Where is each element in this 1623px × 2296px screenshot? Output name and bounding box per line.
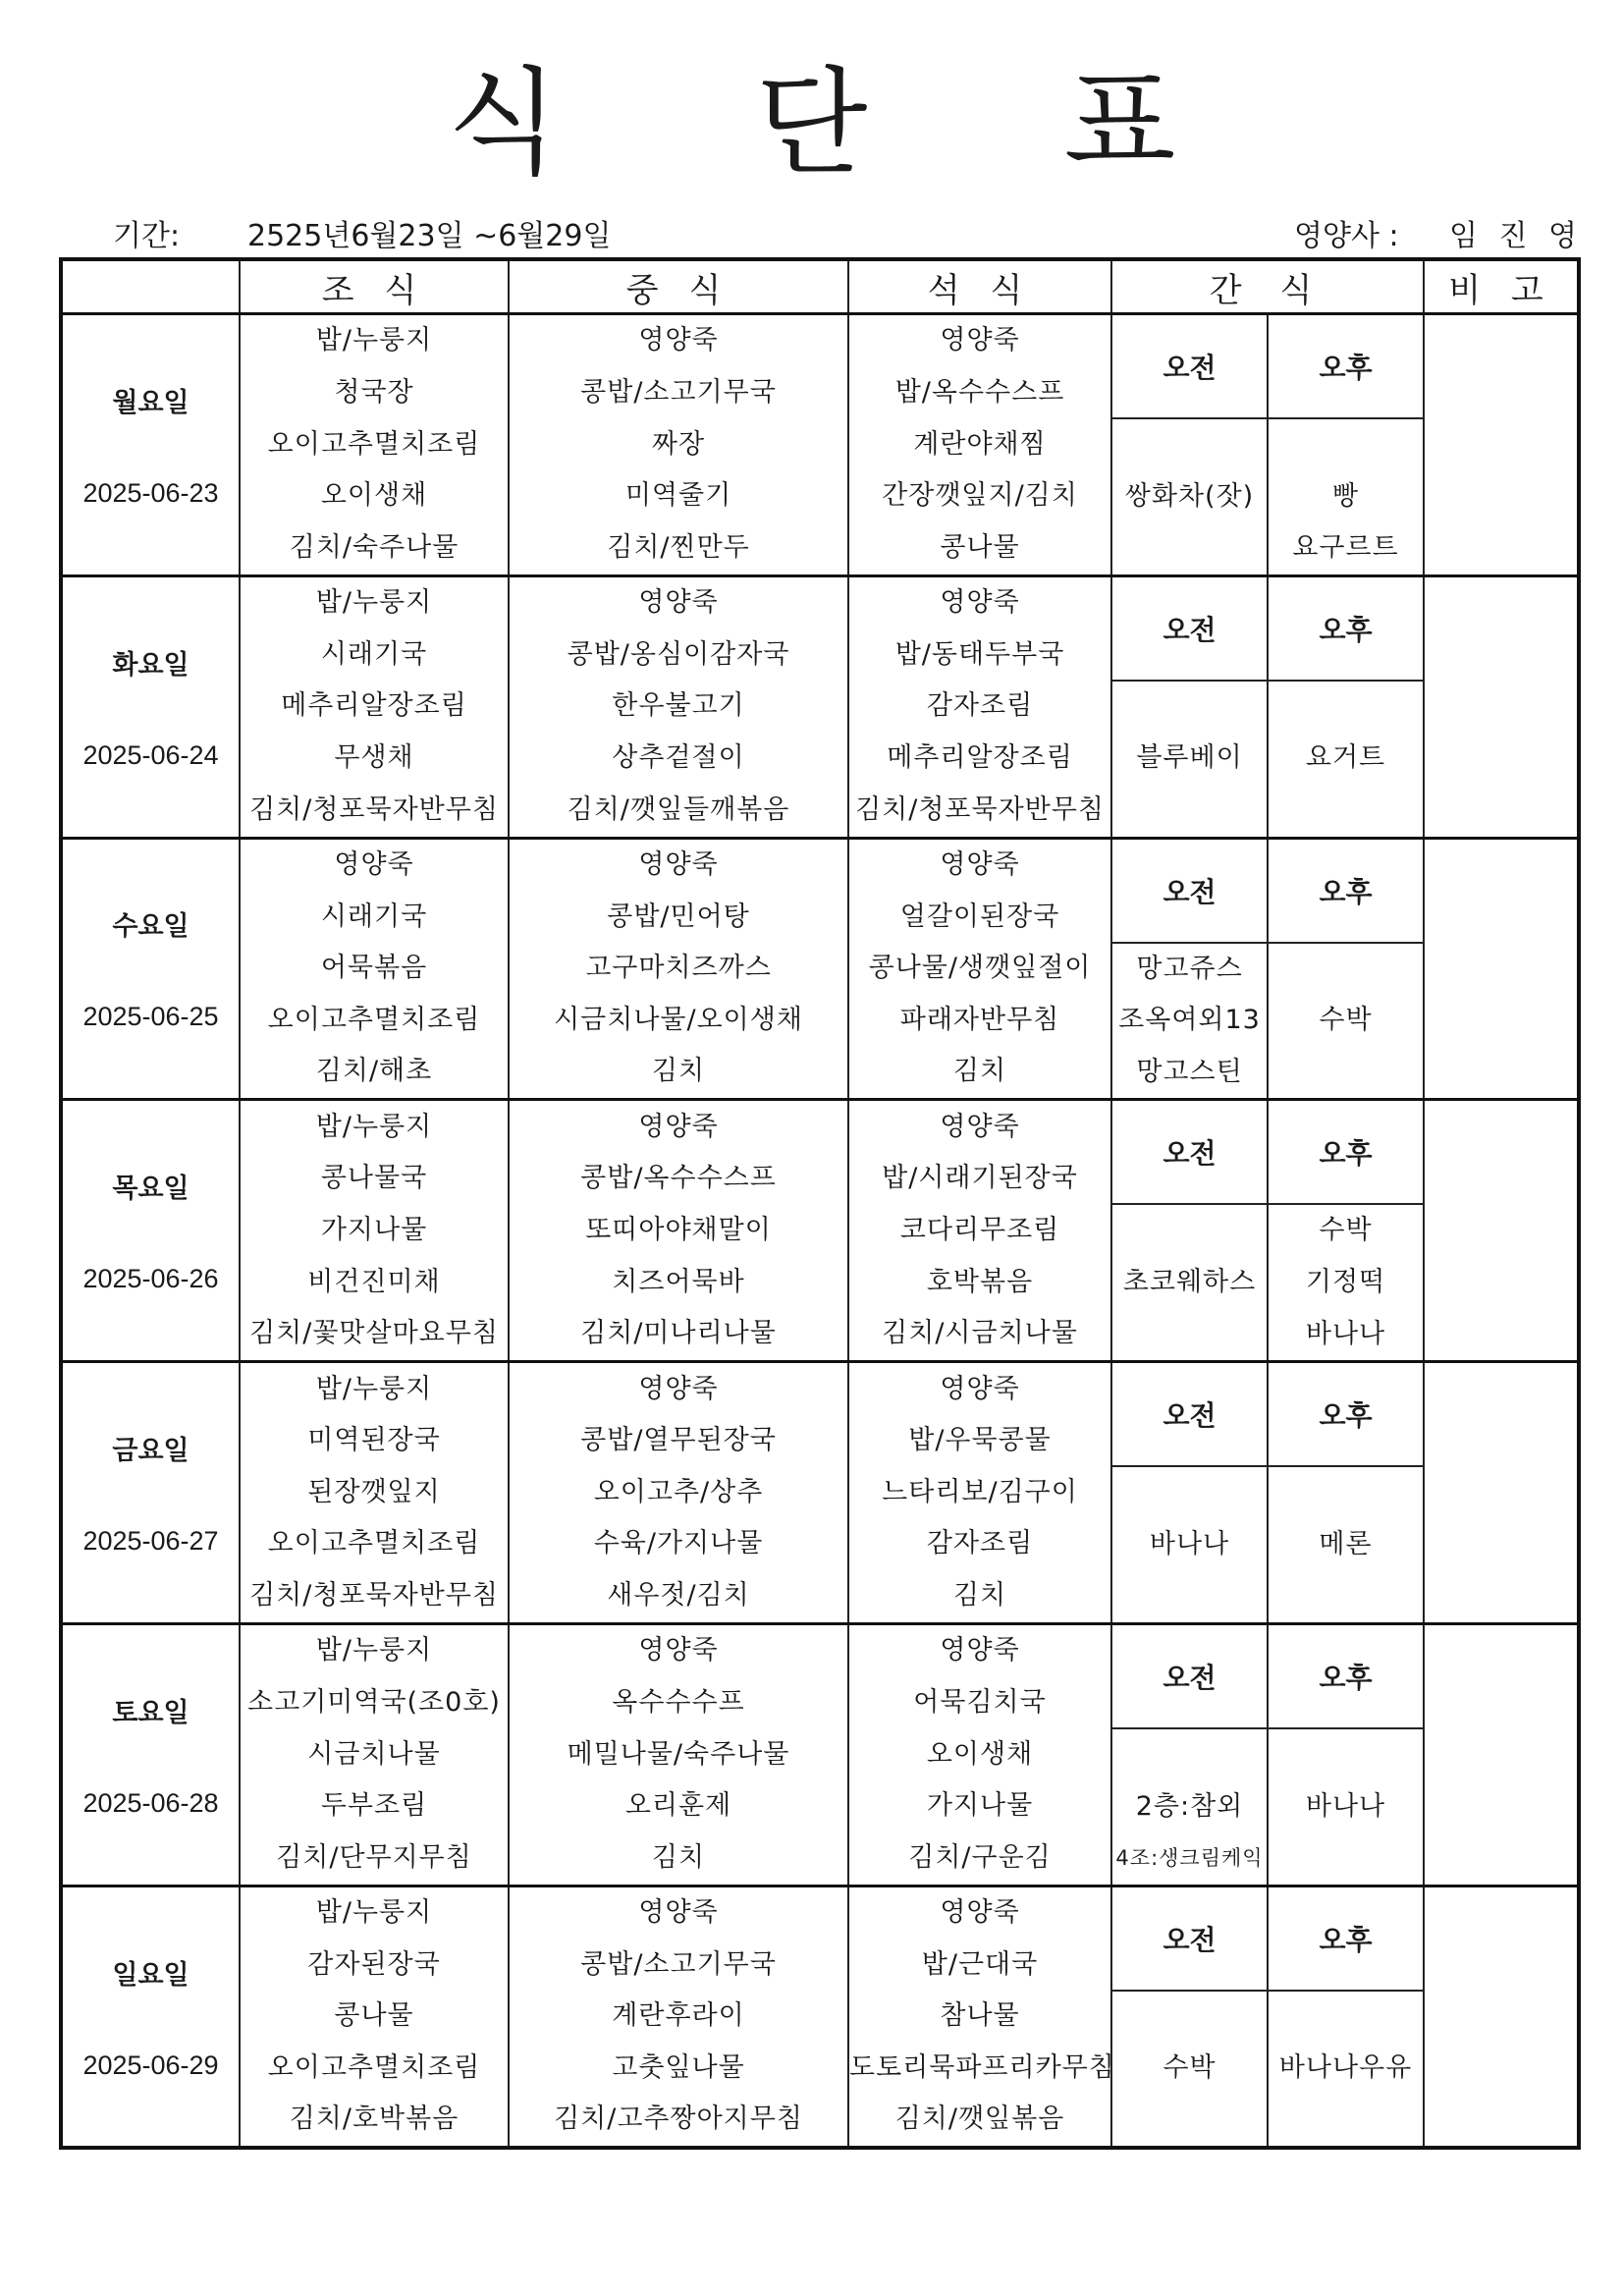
breakfast-item: 시래기국 (320, 901, 428, 932)
lunch-cell (509, 1623, 848, 1886)
snack-am-item (1112, 2095, 1267, 2147)
day-date: 2025-06-23 (82, 477, 219, 508)
dinner-item: 김치/깻잎볶음 (894, 2104, 1065, 2135)
snack-pm-item (1269, 944, 1423, 996)
breakfast-item: 오이생채 (320, 480, 428, 512)
snack-am-cell (1111, 681, 1268, 838)
snack-pm-item: 요거트 (1305, 742, 1386, 774)
dinner-item: 영양죽 (940, 1635, 1020, 1667)
lunch-item: 영양죽 (638, 848, 719, 880)
lunch-item: 계란후라이 (612, 2000, 745, 2032)
dinner-item: 밥/옥수수스프 (894, 377, 1065, 408)
snack-pm-label: 오후 (1268, 1886, 1424, 1991)
lunch-item: 김치 (651, 1841, 706, 1873)
note-cell (1424, 1362, 1579, 1624)
snack-pm-label: 오후 (1268, 1100, 1424, 1205)
breakfast-item: 어묵볶음 (320, 953, 428, 984)
dinner-item: 감자조림 (926, 690, 1034, 722)
lunch-item: 김치/고추짱아지무침 (554, 2104, 803, 2135)
dinner-item: 밥/시래기된장국 (882, 1163, 1078, 1194)
day-name: 화요일 (112, 649, 189, 680)
breakfast-item: 시래기국 (320, 638, 428, 670)
header-day (61, 259, 240, 314)
snack-am-item: 망고스틴 (1136, 1056, 1243, 1087)
lunch-item: 콩밥/민어탕 (607, 901, 750, 932)
breakfast-item: 밥/누룽지 (315, 1111, 433, 1142)
note-cell (1424, 1623, 1579, 1886)
snack-am-item (1112, 1570, 1267, 1622)
day-row (61, 1362, 1579, 1467)
dinner-item: 간장깻잎지/김치 (882, 480, 1078, 512)
dinner-item: 메추리알장조림 (887, 741, 1073, 773)
day-row (61, 314, 1579, 419)
lunch-item: 콩밥/열무된장국 (580, 1425, 777, 1456)
lunch-item: 영양죽 (638, 1897, 719, 1929)
breakfast-item: 소고기미역국(조0호) (247, 1686, 501, 1718)
dinner-item: 가지나물 (926, 1790, 1034, 1822)
snack-pm-cell (1268, 418, 1424, 575)
snack-am-item (1112, 1205, 1267, 1257)
snack-am-cell (1111, 943, 1268, 1100)
lunch-item: 영양죽 (638, 587, 719, 619)
title-char: 단 (755, 55, 868, 191)
snack-am-cell (1111, 1991, 1268, 2149)
dinner-item: 영양죽 (940, 1111, 1020, 1142)
day-date: 2025-06-26 (82, 1264, 219, 1294)
lunch-item: 고구마치즈까스 (585, 953, 772, 984)
lunch-item: 콩밥/옹심이감자국 (567, 638, 790, 670)
day-date: 2025-06-29 (82, 2050, 219, 2080)
day-row (61, 1623, 1579, 1728)
snack-am-item (1112, 419, 1267, 471)
snack-am-label: 오전 (1111, 1623, 1268, 1728)
snack-am-item: 2층:참외 (1135, 1790, 1244, 1822)
snack-pm-item (1269, 1832, 1423, 1885)
snack-pm-cell (1268, 1204, 1424, 1361)
snack-pm-cell (1268, 943, 1424, 1100)
day-row (61, 1100, 1579, 1205)
lunch-item: 고춧잎나물 (612, 2051, 745, 2083)
dinner-item: 얼갈이된장국 (899, 901, 1060, 932)
breakfast-cell (240, 314, 509, 576)
lunch-item: 김치/미나리나물 (580, 1318, 777, 1349)
dinner-cell (848, 1362, 1111, 1624)
dinner-item: 영양죽 (940, 325, 1020, 356)
day-row (61, 838, 1579, 943)
breakfast-cell (240, 575, 509, 838)
snack-am-item: 조옥여외13 (1118, 1005, 1261, 1036)
dinner-item: 영양죽 (940, 587, 1020, 619)
snack-am-label: 오전 (1111, 314, 1268, 419)
lunch-item: 짜장 (651, 428, 706, 460)
lunch-item: 오리훈제 (624, 1790, 732, 1822)
breakfast-item: 콩나물 (334, 2000, 414, 2032)
breakfast-item: 시금치나물 (307, 1738, 441, 1770)
day-cell (61, 314, 240, 576)
note-cell (1424, 838, 1579, 1100)
breakfast-item: 메추리알장조림 (281, 690, 467, 722)
lunch-cell (509, 838, 848, 1100)
day-cell (61, 1362, 240, 1624)
breakfast-item: 미역된장국 (307, 1425, 441, 1456)
breakfast-item: 김치/숙주나물 (289, 531, 460, 563)
dinner-cell (848, 314, 1111, 576)
snack-pm-item (1269, 682, 1423, 734)
dinner-cell (848, 575, 1111, 838)
lunch-item: 콩밥/옥수수스프 (580, 1163, 777, 1194)
dinner-item: 느타리보/김구이 (882, 1476, 1078, 1507)
snack-am-item (1112, 785, 1267, 837)
breakfast-item: 밥/누룽지 (315, 325, 433, 356)
snack-pm-item: 기정떡 (1305, 1266, 1386, 1297)
dinner-item: 김치/시금치나물 (882, 1318, 1078, 1349)
lunch-item: 미역줄기 (624, 480, 732, 512)
snack-am-label: 오전 (1111, 575, 1268, 681)
dinner-cell (848, 1623, 1111, 1886)
page-title (0, 55, 1623, 191)
snack-pm-item: 메론 (1319, 1528, 1373, 1559)
dinner-item: 김치 (952, 1056, 1007, 1087)
header-note: 비 고 (1424, 259, 1579, 314)
lunch-item: 김치/깻잎들깨볶음 (567, 793, 790, 825)
snack-pm-item: 요구르트 (1292, 532, 1399, 564)
snack-pm-label: 오후 (1268, 838, 1424, 943)
header-breakfast: 조 식 (240, 259, 509, 314)
title-char: 식 (447, 55, 560, 191)
snack-pm-label: 오후 (1268, 1623, 1424, 1728)
day-date: 2025-06-24 (82, 739, 219, 770)
lunch-item: 치즈어묵바 (612, 1266, 745, 1297)
lunch-item: 또띠아야채말이 (585, 1214, 772, 1245)
dinner-item: 어묵김치국 (913, 1686, 1047, 1718)
header-lunch: 중 식 (509, 259, 848, 314)
snack-am-item (1112, 1467, 1267, 1519)
snack-pm-label: 오후 (1268, 575, 1424, 681)
note-cell (1424, 575, 1579, 838)
dinner-cell (848, 838, 1111, 1100)
breakfast-cell (240, 1100, 509, 1362)
lunch-cell (509, 575, 848, 838)
breakfast-item: 감자된장국 (307, 1948, 441, 1980)
breakfast-item: 가지나물 (320, 1214, 428, 1245)
dinner-item: 참나물 (940, 2000, 1020, 2032)
dinner-item: 오이생채 (926, 1738, 1034, 1770)
snack-pm-item: 수박 (1319, 1005, 1373, 1036)
breakfast-item: 밥/누룽지 (315, 1373, 433, 1404)
dinner-item: 김치/구운김 (908, 1841, 1052, 1873)
dinner-cell (848, 1886, 1115, 2148)
breakfast-item: 김치/꽃맛살마요무침 (249, 1318, 499, 1349)
snack-am-label: 오전 (1111, 1100, 1268, 1205)
day-cell (61, 838, 240, 1100)
day-date: 2025-06-27 (82, 1526, 219, 1557)
lunch-item: 영양죽 (638, 325, 719, 356)
dinner-item: 호박볶음 (926, 1266, 1034, 1297)
snack-pm-item: 바나나 (1305, 1318, 1386, 1349)
dinner-item: 영양죽 (940, 848, 1020, 880)
lunch-item: 메밀나물/숙주나물 (567, 1738, 790, 1770)
lunch-item: 수육/가지나물 (593, 1528, 764, 1559)
day-name: 수요일 (112, 911, 189, 942)
snack-am-cell (1111, 418, 1268, 575)
breakfast-item: 영양죽 (334, 848, 414, 880)
breakfast-item: 비건진미채 (307, 1266, 441, 1297)
breakfast-item: 김치/해초 (315, 1056, 433, 1087)
breakfast-item: 오이고추멸치조림 (267, 1004, 481, 1035)
dinner-item: 계란야채찜 (913, 428, 1047, 460)
day-date: 2025-06-28 (82, 1787, 219, 1818)
day-name: 금요일 (112, 1436, 189, 1466)
lunch-item: 한우불고기 (612, 690, 745, 722)
day-row (61, 1886, 1579, 1991)
day-name: 월요일 (112, 387, 189, 417)
breakfast-cell (240, 1886, 509, 2148)
breakfast-item: 밥/누룽지 (315, 587, 433, 619)
breakfast-cell (240, 838, 509, 1100)
dinner-item: 코다리무조림 (899, 1214, 1060, 1245)
breakfast-item: 밥/누룽지 (315, 1635, 433, 1667)
nutritionist-name: 임 진 영 (1449, 219, 1584, 253)
lunch-item: 콩밥/소고기무국 (580, 377, 777, 408)
breakfast-item: 밥/누룽지 (315, 1897, 433, 1929)
period-value: 2525년6월23일 ~6월29일 (247, 219, 612, 253)
lunch-item: 콩밥/소고기무국 (580, 1948, 777, 1980)
snack-am-label: 오전 (1111, 838, 1268, 943)
dinner-item: 김치 (952, 1579, 1007, 1611)
header-row (61, 259, 1579, 314)
snack-pm-item (1269, 785, 1423, 837)
nutritionist-label: 영양사 : (1294, 219, 1399, 253)
snack-am-item: 망고쥬스 (1136, 953, 1243, 984)
snack-pm-item: 빵 (1331, 480, 1360, 512)
breakfast-item: 김치/호박볶음 (289, 2104, 460, 2135)
day-row (61, 575, 1579, 681)
snack-pm-item: 수박 (1319, 1215, 1373, 1246)
snack-am-item (1112, 522, 1267, 574)
snack-pm-item (1269, 1992, 1423, 2044)
breakfast-item: 김치/단무지무침 (276, 1841, 472, 1873)
snack-pm-item: 바나나우유 (1278, 2052, 1413, 2084)
dinner-item: 도토리묵파프리카무침 (849, 2051, 1115, 2083)
dinner-item: 김치/청포묵자반무침 (855, 793, 1105, 825)
lunch-item: 영양죽 (638, 1635, 719, 1667)
note-cell (1424, 1100, 1579, 1362)
day-name: 목요일 (112, 1174, 189, 1204)
dinner-item: 밥/근대국 (921, 1948, 1039, 1980)
dinner-item: 콩나물 (940, 531, 1020, 563)
breakfast-item: 청국장 (334, 377, 414, 408)
snack-pm-item (1269, 1570, 1423, 1622)
dinner-item: 감자조림 (926, 1528, 1034, 1559)
snack-pm-item (1269, 1047, 1423, 1099)
dinner-item: 콩나물/생깻잎절이 (868, 953, 1092, 984)
snack-am-cell (1111, 1204, 1268, 1361)
menu-table (59, 257, 1581, 2150)
lunch-item: 새우젓/김치 (607, 1579, 750, 1611)
snack-pm-item (1269, 1729, 1423, 1781)
snack-am-label: 오전 (1111, 1886, 1268, 1991)
dinner-item: 영양죽 (940, 1373, 1020, 1404)
day-cell (61, 1100, 240, 1362)
snack-am-item: 4조:생크림케익 (1115, 1846, 1264, 1871)
snack-pm-item (1269, 2095, 1423, 2147)
snack-pm-item: 바나나 (1305, 1790, 1386, 1822)
breakfast-item: 콩나물국 (320, 1163, 428, 1194)
day-name: 토요일 (112, 1697, 189, 1727)
lunch-item: 김치 (651, 1056, 706, 1087)
snack-pm-cell (1268, 681, 1424, 838)
snack-am-cell (1111, 1728, 1268, 1886)
snack-pm-item (1269, 1467, 1423, 1519)
day-date: 2025-06-25 (82, 1002, 219, 1032)
lunch-item: 오이고추/상추 (593, 1476, 764, 1507)
lunch-cell (509, 1362, 848, 1624)
header-dinner: 석 식 (848, 259, 1111, 314)
day-cell (61, 575, 240, 838)
dinner-item: 영양죽 (940, 1897, 1020, 1929)
breakfast-item: 두부조림 (320, 1790, 428, 1822)
snack-am-cell (1111, 1466, 1268, 1623)
breakfast-item: 된장깻잎지 (307, 1476, 441, 1507)
breakfast-item: 김치/청포묵자반무침 (249, 793, 499, 825)
title-char: 표 (1063, 55, 1176, 191)
note-cell (1424, 1886, 1579, 2148)
snack-am-item: 바나나 (1149, 1528, 1230, 1559)
snack-pm-label: 오후 (1268, 314, 1424, 419)
snack-pm-cell (1268, 1991, 1424, 2149)
header-snack: 간 식 (1111, 259, 1424, 314)
snack-am-item: 초코웨하스 (1122, 1266, 1257, 1297)
snack-pm-label: 오후 (1268, 1362, 1424, 1467)
snack-am-item: 쌍화차(잣) (1124, 480, 1255, 512)
snack-am-item (1112, 682, 1267, 734)
snack-pm-cell (1268, 1466, 1424, 1623)
breakfast-cell (240, 1623, 509, 1886)
period-label: 기간: (113, 219, 181, 253)
lunch-item: 영양죽 (638, 1111, 719, 1142)
snack-am-item: 블루베이 (1136, 742, 1243, 774)
lunch-item: 시금치나물/오이생채 (554, 1004, 803, 1035)
dinner-item: 밥/동태두부국 (894, 638, 1065, 670)
snack-am-item (1112, 1729, 1267, 1781)
dinner-cell (848, 1100, 1111, 1362)
breakfast-item: 오이고추멸치조림 (267, 428, 481, 460)
note-cell (1424, 314, 1579, 576)
lunch-cell (509, 1100, 848, 1362)
day-cell (61, 1886, 240, 2148)
breakfast-item: 무생채 (334, 741, 414, 773)
lunch-item: 상추겉절이 (612, 741, 745, 773)
day-cell (61, 1623, 240, 1886)
snack-am-item (1112, 1992, 1267, 2044)
menu-body (61, 314, 1579, 2149)
dinner-item: 파래자반무침 (899, 1004, 1060, 1035)
breakfast-item: 오이고추멸치조림 (267, 2051, 481, 2083)
snack-am-label: 오전 (1111, 1362, 1268, 1467)
lunch-cell (509, 1886, 848, 2148)
lunch-item: 김치/찐만두 (607, 531, 750, 563)
lunch-cell (509, 314, 848, 576)
breakfast-item: 김치/청포묵자반무침 (249, 1579, 499, 1611)
breakfast-cell (240, 1362, 509, 1624)
breakfast-item: 오이고추멸치조림 (267, 1528, 481, 1559)
snack-am-item: 수박 (1163, 2052, 1217, 2084)
day-name: 일요일 (112, 1959, 189, 1990)
lunch-item: 옥수수수프 (612, 1686, 745, 1718)
snack-am-item (1112, 1309, 1267, 1361)
snack-pm-cell (1268, 1728, 1424, 1886)
lunch-item: 영양죽 (638, 1373, 719, 1404)
snack-pm-item (1269, 419, 1423, 471)
dinner-item: 밥/우묵콩물 (908, 1425, 1052, 1456)
